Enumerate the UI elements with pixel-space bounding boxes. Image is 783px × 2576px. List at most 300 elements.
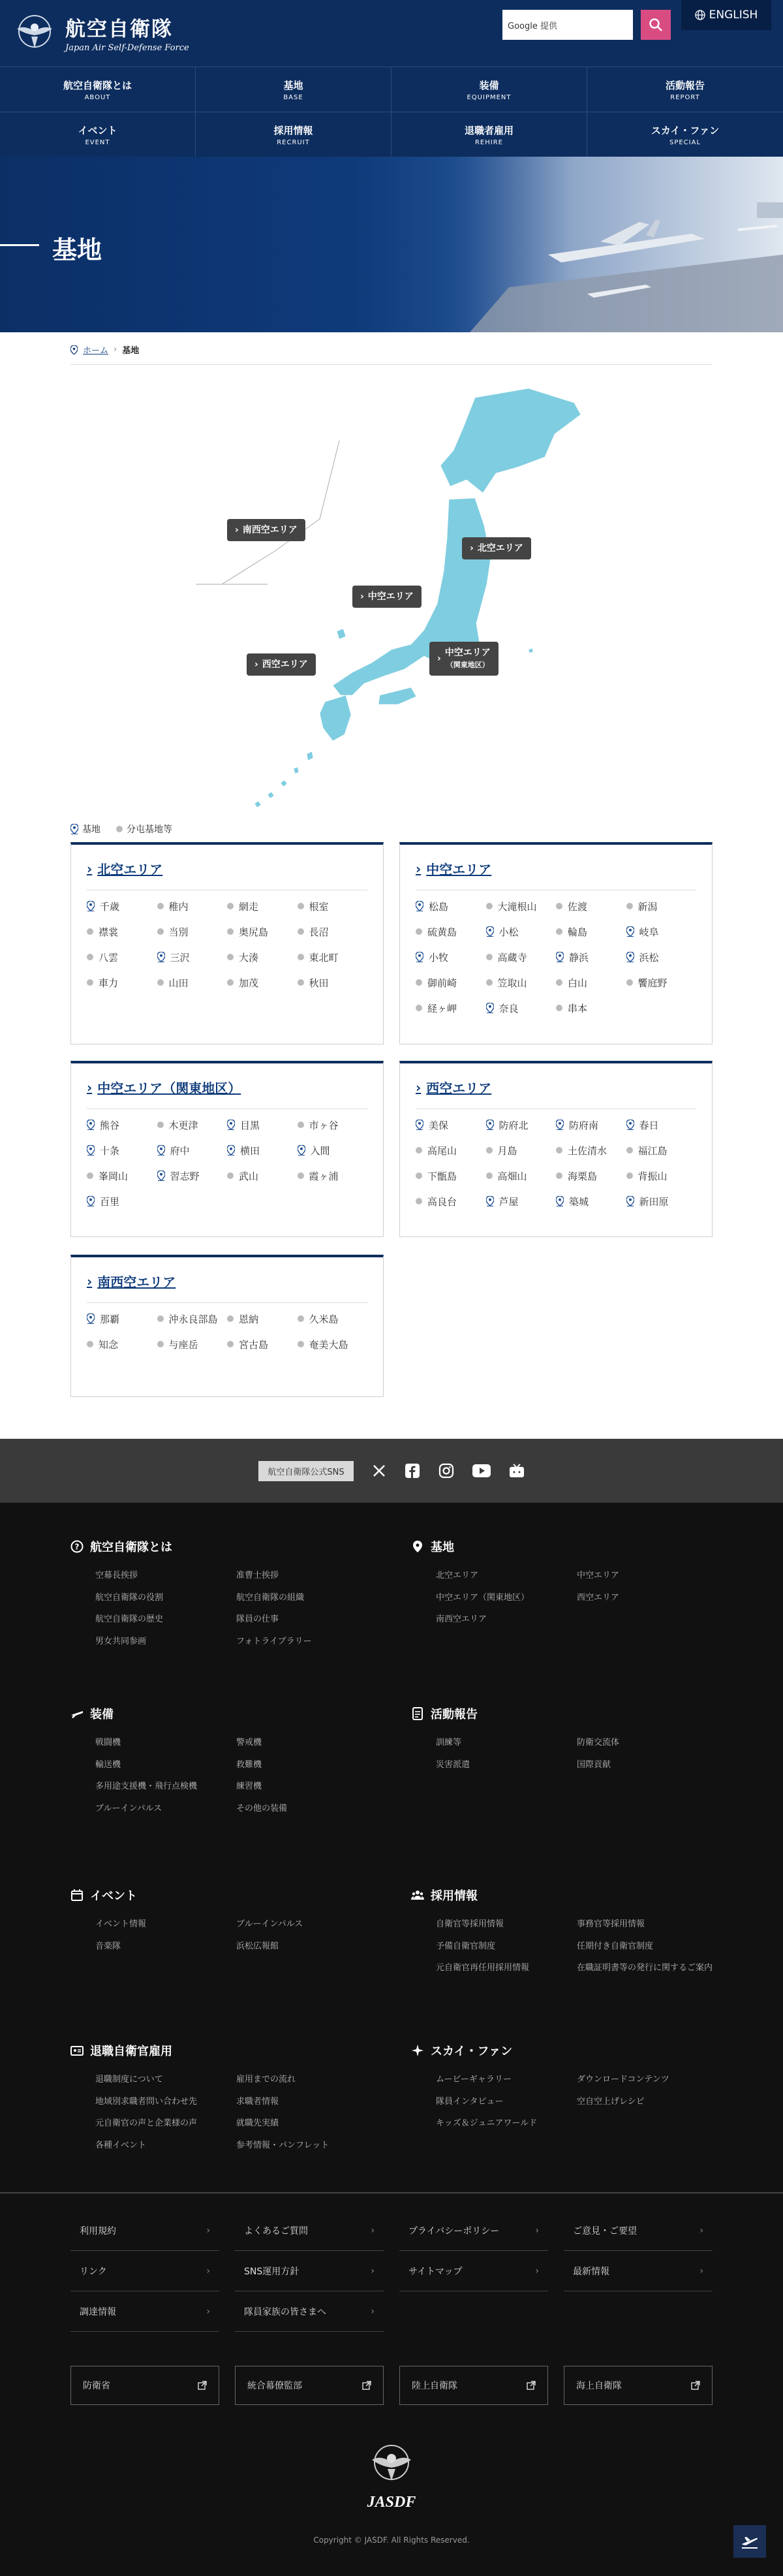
footer-utility-link[interactable] xyxy=(564,2251,713,2291)
branch-dot-icon xyxy=(87,979,93,986)
base-link[interactable] xyxy=(87,1195,157,1208)
base-link[interactable] xyxy=(486,1118,557,1132)
id-card-icon xyxy=(70,2044,84,2057)
branch-dot-icon xyxy=(626,979,633,986)
base-list xyxy=(87,1312,367,1351)
base-name: 奄美大島 xyxy=(309,1339,348,1351)
base-link[interactable] xyxy=(298,950,368,964)
footer-utility-link[interactable] xyxy=(235,2251,384,2291)
footer-link[interactable]: 戦闘機 xyxy=(95,1738,121,1748)
base-name: 奥尻島 xyxy=(239,926,269,938)
footer-link[interactable]: フォトライブラリー xyxy=(236,1636,312,1646)
footer-divider xyxy=(0,2192,783,2193)
base-name: 那覇 xyxy=(100,1313,120,1325)
footer-link[interactable]: 空幕長挨拶 xyxy=(95,1571,138,1580)
footer-link[interactable]: 南西空エリア xyxy=(436,1614,487,1624)
youtube-icon[interactable] xyxy=(472,1464,491,1477)
footer-section xyxy=(411,1705,718,1771)
footer-external-link[interactable] xyxy=(235,2366,384,2405)
nav-rehire[interactable] xyxy=(392,112,587,157)
nav-recruit[interactable] xyxy=(196,112,392,157)
base-link[interactable] xyxy=(157,1338,228,1351)
base-link[interactable] xyxy=(626,900,697,913)
footer-section-title[interactable] xyxy=(411,1887,718,1904)
base-link[interactable] xyxy=(298,900,368,913)
footer-link[interactable]: 各種イベント xyxy=(95,2140,147,2150)
nav-label-jp: 航空自衛隊とは xyxy=(63,79,132,91)
branch-dot-icon xyxy=(416,928,422,935)
base-pin-icon xyxy=(556,1120,564,1130)
footer-utility-link[interactable] xyxy=(70,2291,219,2332)
base-name: 入間 xyxy=(310,1145,330,1157)
footer-link[interactable]: 隊員インタビュー xyxy=(436,2096,504,2107)
search-input[interactable] xyxy=(502,10,633,40)
base-link[interactable] xyxy=(298,1338,368,1351)
plane-icon xyxy=(70,1707,84,1720)
base-link[interactable] xyxy=(416,950,486,964)
base-link[interactable] xyxy=(416,900,486,913)
footer-link[interactable]: その他の装備 xyxy=(236,1803,288,1814)
footer-link[interactable]: 事務官等採用情報 xyxy=(577,1919,645,1929)
base-link[interactable] xyxy=(556,976,626,990)
japan-map xyxy=(189,388,633,813)
base-name: 大湊 xyxy=(239,952,259,964)
area-label-hokkai[interactable] xyxy=(462,537,531,559)
footer-section-title[interactable] xyxy=(70,1538,377,1555)
footer-link[interactable]: 隊員の仕事 xyxy=(236,1614,279,1624)
base-name: 与座岳 xyxy=(168,1339,198,1351)
footer-utility-link[interactable] xyxy=(235,2291,384,2332)
base-link[interactable] xyxy=(556,900,626,913)
footer-link[interactable]: 地域別求職者問い合わせ先 xyxy=(95,2096,198,2107)
branch-dot-icon xyxy=(486,954,493,960)
base-link[interactable] xyxy=(626,976,697,990)
base-name: 海栗島 xyxy=(568,1170,598,1182)
instagram-icon[interactable] xyxy=(438,1463,454,1479)
footer-section-title[interactable] xyxy=(411,2042,718,2059)
footer-link[interactable]: 元自衛官の声と企業様の声 xyxy=(95,2118,198,2128)
footer-link[interactable]: キッズ＆ジュニアワールド xyxy=(436,2118,538,2128)
footer-link[interactable]: 救難機 xyxy=(236,1759,262,1770)
footer-utility-link[interactable] xyxy=(399,2210,548,2251)
base-pin-icon xyxy=(87,1120,95,1130)
branch-dot-icon xyxy=(227,979,234,986)
footer-link-list xyxy=(411,1569,718,1626)
sns-bar xyxy=(0,1439,783,1503)
external-link-icon xyxy=(198,2381,207,2390)
nav-report[interactable] xyxy=(587,67,783,112)
base-link[interactable] xyxy=(227,950,298,964)
footer-link[interactable]: 就職先実績 xyxy=(236,2118,279,2128)
base-link[interactable] xyxy=(416,976,486,990)
footer-link[interactable]: 訓練等 xyxy=(436,1738,462,1748)
footer-section xyxy=(70,1538,377,1648)
base-link[interactable] xyxy=(298,976,368,990)
base-name: 大滝根山 xyxy=(497,901,537,913)
base-link[interactable] xyxy=(227,1338,298,1351)
branch-dot-icon xyxy=(556,1172,562,1179)
base-name: 輪島 xyxy=(568,926,588,938)
base-link[interactable] xyxy=(486,900,557,913)
footer-section-title-text: 退職自衛官雇用 xyxy=(90,2045,172,2058)
footer-link[interactable]: 音楽隊 xyxy=(95,1941,121,1951)
footer-link[interactable]: 防衛交流体 xyxy=(577,1738,620,1748)
external-link-icon xyxy=(691,2381,700,2390)
branch-dot-icon xyxy=(486,979,493,986)
branch-dot-icon xyxy=(227,903,234,909)
footer-link[interactable]: 准曹士挨拶 xyxy=(236,1571,279,1580)
area-card-title-text: 西空エリア xyxy=(426,1080,492,1096)
area-label-chubu[interactable] xyxy=(352,586,422,608)
area-label-text: 中空エリア xyxy=(367,591,414,602)
footer-section xyxy=(70,1887,377,1953)
chevron-right-icon: › xyxy=(206,2265,210,2276)
site-logo[interactable] xyxy=(12,12,189,54)
base-name: 防府北 xyxy=(499,1120,529,1131)
branch-dot-icon xyxy=(87,954,93,960)
branch-dot-icon xyxy=(486,903,493,909)
footer-link[interactable]: 中空エリア xyxy=(577,1571,620,1580)
nav-base[interactable] xyxy=(196,67,392,112)
footer-link[interactable]: 任期付き自衛官制度 xyxy=(577,1941,654,1951)
site-header xyxy=(0,0,783,67)
footer-utility-link[interactable] xyxy=(564,2210,713,2251)
footer-link[interactable]: 航空自衛隊の役割 xyxy=(95,1592,164,1603)
branch-dot-icon xyxy=(626,1172,633,1179)
footer-link[interactable]: 空自空上げレシピ xyxy=(577,2096,645,2107)
footer-section-title-text: 装備 xyxy=(90,1708,114,1721)
base-link[interactable] xyxy=(87,925,157,939)
base-link[interactable] xyxy=(626,950,697,964)
branch-dot-icon xyxy=(416,1005,422,1011)
area-card xyxy=(399,1061,713,1237)
base-name: 高良台 xyxy=(427,1196,457,1208)
base-link[interactable] xyxy=(87,1338,157,1351)
base-name: 習志野 xyxy=(170,1170,200,1182)
base-link[interactable] xyxy=(298,1169,368,1183)
footer-link[interactable]: 多用途支援機・飛行点検機 xyxy=(95,1782,198,1791)
external-link-icon xyxy=(527,2381,536,2390)
footer-link[interactable]: 元自衛官再任用採用情報 xyxy=(436,1963,530,1973)
footer-link[interactable]: ブルーインパルス xyxy=(95,1803,162,1814)
footer-utility-label: 調達情報 xyxy=(80,2306,116,2317)
nav-label-jp: スカイ・ファン xyxy=(651,124,720,136)
footer-link[interactable]: 警戒機 xyxy=(236,1738,262,1748)
base-link[interactable] xyxy=(87,976,157,990)
airplane-takeoff-icon xyxy=(741,2534,759,2549)
base-link[interactable] xyxy=(157,976,228,990)
base-link[interactable] xyxy=(626,1118,697,1132)
footer-utility-link[interactable] xyxy=(235,2210,384,2251)
footer-link[interactable]: 参考情報・パンフレット xyxy=(236,2140,330,2150)
footer-utility-link[interactable] xyxy=(70,2210,219,2251)
base-link[interactable] xyxy=(227,1169,298,1183)
area-label-kanto[interactable] xyxy=(429,642,499,676)
footer-section xyxy=(70,2042,377,2152)
footer-link[interactable]: 航空自衛隊の歴史 xyxy=(95,1614,164,1624)
branch-dot-icon xyxy=(556,928,562,935)
map-legend xyxy=(70,823,172,836)
footer-utility-label: サイトマップ xyxy=(408,2266,463,2277)
base-name: 宮古島 xyxy=(239,1339,269,1351)
chevron-right-icon: › xyxy=(416,860,422,877)
footer-link[interactable]: 練習機 xyxy=(236,1782,262,1791)
base-pin-icon xyxy=(626,1120,634,1130)
base-name: 月島 xyxy=(497,1145,517,1157)
base-link[interactable] xyxy=(298,1312,368,1326)
base-link[interactable] xyxy=(87,1118,157,1132)
footer-section-title[interactable] xyxy=(411,1705,718,1722)
base-name: 土佐清水 xyxy=(568,1145,607,1157)
nav-label-jp: イベント xyxy=(78,124,117,136)
footer-external-link[interactable] xyxy=(399,2366,548,2405)
base-name: 新潟 xyxy=(637,901,658,913)
footer-section-title-text: イベント xyxy=(90,1889,137,1903)
location-pin-icon xyxy=(70,345,78,354)
search-button[interactable] xyxy=(641,10,671,40)
area-card-title[interactable] xyxy=(416,859,696,890)
base-link[interactable] xyxy=(87,900,157,913)
area-card-title[interactable] xyxy=(87,1272,367,1303)
calendar-icon xyxy=(70,1889,84,1902)
niconico-icon[interactable] xyxy=(509,1464,525,1478)
base-link[interactable] xyxy=(556,925,626,939)
nav-label-en: EQUIPMENT xyxy=(467,93,512,101)
base-link[interactable] xyxy=(157,1312,228,1326)
footer-link[interactable]: ダウンロードコンテンツ xyxy=(577,2075,669,2084)
base-pin-icon xyxy=(70,824,78,834)
footer-external-link[interactable] xyxy=(564,2366,713,2405)
nav-about[interactable] xyxy=(0,67,196,112)
area-label-text: 中空エリア xyxy=(444,648,491,658)
base-link[interactable] xyxy=(227,976,298,990)
footer-link[interactable]: 退職制度について xyxy=(95,2075,163,2084)
base-link[interactable] xyxy=(157,1169,228,1183)
question-icon xyxy=(70,1540,84,1553)
search-icon xyxy=(649,18,663,32)
base-name: 八雲 xyxy=(99,952,119,964)
nav-special[interactable] xyxy=(587,112,783,157)
branch-dot-icon xyxy=(116,826,123,832)
base-link[interactable] xyxy=(626,1169,697,1183)
footer-utility-link[interactable] xyxy=(70,2251,219,2291)
base-link[interactable] xyxy=(227,925,298,939)
base-link[interactable] xyxy=(416,1001,486,1015)
base-link[interactable] xyxy=(416,925,486,939)
base-name: 沖永良部島 xyxy=(168,1313,218,1325)
branch-dot-icon xyxy=(227,1172,234,1179)
airbase-photo xyxy=(431,157,783,332)
base-link[interactable] xyxy=(87,1144,157,1157)
base-name: 福江島 xyxy=(637,1145,668,1157)
base-link[interactable] xyxy=(556,1195,626,1208)
footer-logo[interactable] xyxy=(360,2442,423,2513)
chevron-right-icon: › xyxy=(699,2225,703,2236)
nav-label-jp: 活動報告 xyxy=(665,79,705,91)
base-name: 秋田 xyxy=(309,977,329,989)
area-card xyxy=(70,842,384,1045)
footer-link[interactable]: 自衛官等採用情報 xyxy=(436,1919,504,1929)
footer-link[interactable]: ムービーギャラリー xyxy=(436,2075,512,2084)
base-link[interactable] xyxy=(157,950,228,964)
base-link[interactable] xyxy=(87,1169,157,1183)
base-link[interactable] xyxy=(416,1195,486,1208)
logo-title-jp: 航空自衛隊 xyxy=(65,18,173,41)
chevron-right-icon: › xyxy=(206,2306,210,2317)
area-label-text: 南西空エリア xyxy=(242,525,298,535)
footer-link[interactable]: 中空エリア（関東地区） xyxy=(436,1592,530,1603)
base-name: 千歳 xyxy=(100,901,120,913)
base-name: 恩納 xyxy=(239,1313,259,1325)
base-link[interactable] xyxy=(298,1118,368,1132)
footer-utility-label: リンク xyxy=(80,2266,107,2277)
base-name: 霞ヶ浦 xyxy=(309,1170,339,1182)
breadcrumb xyxy=(70,343,139,356)
footer-link[interactable]: 災害派遣 xyxy=(436,1759,470,1770)
footer-section-title[interactable] xyxy=(70,1705,377,1722)
nav-equipment[interactable] xyxy=(392,67,587,112)
footer-utility-label: プライバシーポリシー xyxy=(408,2225,500,2237)
base-pin-icon xyxy=(416,952,423,962)
footer-link[interactable]: 輸送機 xyxy=(95,1759,121,1770)
footer-link[interactable]: イベント情報 xyxy=(95,1919,147,1929)
footer-link[interactable]: 雇用までの流れ xyxy=(236,2075,296,2084)
base-link[interactable] xyxy=(486,1195,557,1208)
base-link[interactable] xyxy=(486,976,557,990)
nav-label-jp: 基地 xyxy=(283,79,303,91)
base-pin-icon xyxy=(157,952,165,962)
footer-section xyxy=(411,1538,718,1626)
base-link[interactable] xyxy=(486,1144,557,1157)
footer-section-title[interactable] xyxy=(411,1538,718,1555)
chevron-right-icon: › xyxy=(535,2225,539,2236)
base-link[interactable] xyxy=(626,925,697,939)
base-link[interactable] xyxy=(416,1144,486,1157)
base-name: 三沢 xyxy=(170,952,190,964)
page-top-button[interactable] xyxy=(733,2525,766,2558)
base-link[interactable] xyxy=(556,1001,626,1015)
branch-dot-icon xyxy=(556,1147,562,1154)
base-name: 背振山 xyxy=(637,1170,668,1182)
area-label-text: 北空エリア xyxy=(477,543,523,554)
base-link[interactable] xyxy=(227,900,298,913)
base-link[interactable] xyxy=(157,1144,228,1157)
area-card xyxy=(399,842,713,1045)
copyright: Copyright © JASDF. All Rights Reserved. xyxy=(313,2536,470,2545)
footer-link-list xyxy=(411,2073,718,2130)
base-link[interactable] xyxy=(486,950,557,964)
area-card xyxy=(70,1255,384,1397)
footer-link[interactable]: 国際貢献 xyxy=(577,1759,611,1770)
base-link[interactable] xyxy=(87,950,157,964)
footer-link[interactable]: 浜松広報館 xyxy=(236,1941,279,1951)
base-name: 松島 xyxy=(429,901,449,913)
footer-link-list xyxy=(411,1736,718,1771)
base-name: 市ヶ谷 xyxy=(309,1120,339,1131)
chevron-right-icon: › xyxy=(699,2265,703,2276)
branch-dot-icon xyxy=(556,1005,562,1011)
nav-label-en: REHIRE xyxy=(474,138,503,146)
footer-link[interactable]: 男女共同参画 xyxy=(95,1636,147,1646)
document-icon xyxy=(411,1707,424,1720)
footer-utility-label: よくあるご質問 xyxy=(244,2225,308,2237)
base-link[interactable] xyxy=(556,950,626,964)
area-card-title[interactable] xyxy=(87,859,367,890)
facebook-icon[interactable] xyxy=(405,1463,420,1479)
footer-link[interactable]: ブルーインパルス xyxy=(236,1919,303,1929)
breadcrumb-home[interactable]: ホーム xyxy=(83,346,109,356)
base-link[interactable] xyxy=(486,925,557,939)
footer-link[interactable]: 予備自衛官制度 xyxy=(436,1941,496,1951)
footer-link[interactable]: 航空自衛隊の組織 xyxy=(236,1592,305,1603)
base-link[interactable] xyxy=(556,1118,626,1132)
branch-dot-icon xyxy=(157,1122,164,1128)
area-card-title[interactable] xyxy=(87,1078,367,1109)
footer-link[interactable]: 西空エリア xyxy=(577,1592,620,1603)
branch-dot-icon xyxy=(556,903,562,909)
branch-dot-icon xyxy=(416,1147,422,1154)
area-label-nansei[interactable] xyxy=(227,519,305,541)
footer-utility-link[interactable] xyxy=(399,2251,548,2291)
base-link[interactable] xyxy=(556,1144,626,1157)
footer-section-title[interactable] xyxy=(70,1887,377,1904)
footer-link[interactable]: 北空エリア xyxy=(436,1571,479,1580)
base-link[interactable] xyxy=(157,900,228,913)
branch-dot-icon xyxy=(298,1341,304,1347)
nav-label-en: BASE xyxy=(283,93,303,101)
footer-link[interactable]: 求職者情報 xyxy=(236,2096,279,2107)
base-link[interactable] xyxy=(416,1118,486,1132)
legend-branch-label: 分屯基地等 xyxy=(127,825,172,835)
area-card-title[interactable] xyxy=(416,1078,696,1109)
base-link[interactable] xyxy=(157,925,228,939)
base-link[interactable] xyxy=(227,1118,298,1132)
base-link[interactable] xyxy=(626,1195,697,1208)
branch-dot-icon xyxy=(87,1172,93,1179)
base-link[interactable] xyxy=(556,1169,626,1183)
branch-dot-icon xyxy=(157,1341,164,1347)
area-card-title-text: 北空エリア xyxy=(97,862,163,877)
base-name: 高尾山 xyxy=(427,1145,457,1157)
base-link[interactable] xyxy=(227,1312,298,1326)
base-link[interactable] xyxy=(626,1144,697,1157)
english-button[interactable] xyxy=(681,0,771,30)
page-title: 基地 xyxy=(52,236,102,264)
footer-external-link[interactable] xyxy=(70,2366,219,2405)
base-link[interactable] xyxy=(298,925,368,939)
footer-section-title[interactable] xyxy=(70,2042,377,2059)
external-link-icon xyxy=(362,2381,371,2390)
base-list xyxy=(416,1118,696,1208)
chevron-right-icon: › xyxy=(416,1079,422,1095)
branch-dot-icon xyxy=(227,954,234,960)
base-name: 十条 xyxy=(100,1145,120,1157)
base-link[interactable] xyxy=(298,1144,368,1157)
base-link[interactable] xyxy=(227,1144,298,1157)
base-link[interactable] xyxy=(416,1169,486,1183)
footer-section-title-text: 採用情報 xyxy=(431,1889,478,1903)
base-link[interactable] xyxy=(157,1118,228,1132)
x-twitter-icon[interactable] xyxy=(372,1464,386,1478)
base-link[interactable] xyxy=(486,1001,557,1015)
base-link[interactable] xyxy=(486,1169,557,1183)
area-card-title-text: 南西空エリア xyxy=(97,1274,176,1290)
base-link[interactable] xyxy=(87,1312,157,1326)
area-label-seibu[interactable] xyxy=(247,653,316,676)
nav-event[interactable] xyxy=(0,112,196,157)
footer-utility-label: 隊員家族の皆さまへ xyxy=(244,2306,326,2317)
footer-link[interactable]: 在職証明書等の発行に関するご案内 xyxy=(577,1963,713,1973)
